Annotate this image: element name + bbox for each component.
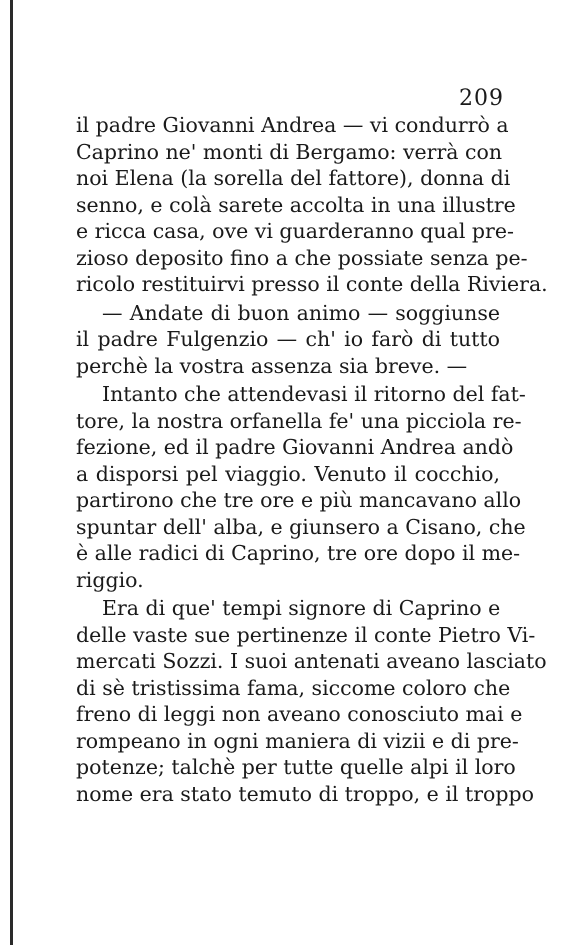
text-line: partirono che tre ore e più mancavano allo — [76, 488, 522, 512]
text-line: e ricca casa, ove vi guarderanno qual pre- — [76, 219, 514, 243]
paragraph — [76, 300, 500, 380]
text-line: delle vaste sue pertinenze il conte Pietro Vi- — [76, 622, 536, 647]
page-number: 209 — [459, 86, 504, 111]
paragraph — [76, 112, 548, 298]
text-line: perchè la vostra assenza sia breve. — — [76, 353, 468, 378]
text-line: riggio. — [76, 567, 144, 592]
text-line: mercati Sozzi. I suoi antenati aveano lasciato — [76, 649, 547, 673]
text-line: Era di que' tempi signore di Caprino e — [102, 596, 501, 620]
text-line: — Andate di buon animo — soggiunse — [102, 300, 500, 325]
text-line: di sè tristissima fama, siccome coloro che — [76, 675, 511, 700]
text-line: zioso deposito fino a che possiate senza pe- — [76, 245, 528, 270]
text-line: ricolo restituirvi presso il conte della Riviera. — [76, 272, 548, 296]
text-line: freno di leggi non aveano conosciuto mai e — [76, 702, 523, 726]
text-line: nome era stato temuto di troppo, e il troppo — [76, 781, 534, 806]
text-line: noi Elena (la sorella del fattore), donna di — [76, 166, 511, 190]
text-line: fezione, ed il padre Giovanni Andrea andò — [76, 435, 514, 459]
page-binding-edge — [10, 0, 13, 945]
paragraph — [76, 381, 526, 593]
text-line: è alle radici di Caprino, tre ore dopo il me- — [76, 541, 521, 565]
text-line: il padre Giovanni Andrea — vi condurrò a — [76, 113, 509, 137]
text-line: potenze; talchè per tutte quelle alpi il loro — [76, 755, 516, 779]
paragraph — [76, 595, 547, 807]
text-line: tore, la nostra orfanella fe' una picciola re- — [76, 408, 522, 433]
text-line: Intanto che attendevasi il ritorno del fat- — [102, 382, 526, 406]
text-line: a disporsi pel viaggio. Venuto il cocchio, — [76, 461, 500, 486]
text-line: senno, e colà sarete accolta in una illustre — [76, 192, 516, 217]
text-line: il padre Fulgenzio — ch' io farò di tutto — [76, 327, 500, 351]
text-line: spuntar dell' alba, e giunsero a Cisano, che — [76, 514, 526, 539]
text-line: Caprino ne' monti di Bergamo: verrà con — [76, 139, 503, 164]
text-line: rompeano in ogni maniera di vizii e di pre- — [76, 728, 519, 753]
book-text-body — [76, 112, 548, 807]
